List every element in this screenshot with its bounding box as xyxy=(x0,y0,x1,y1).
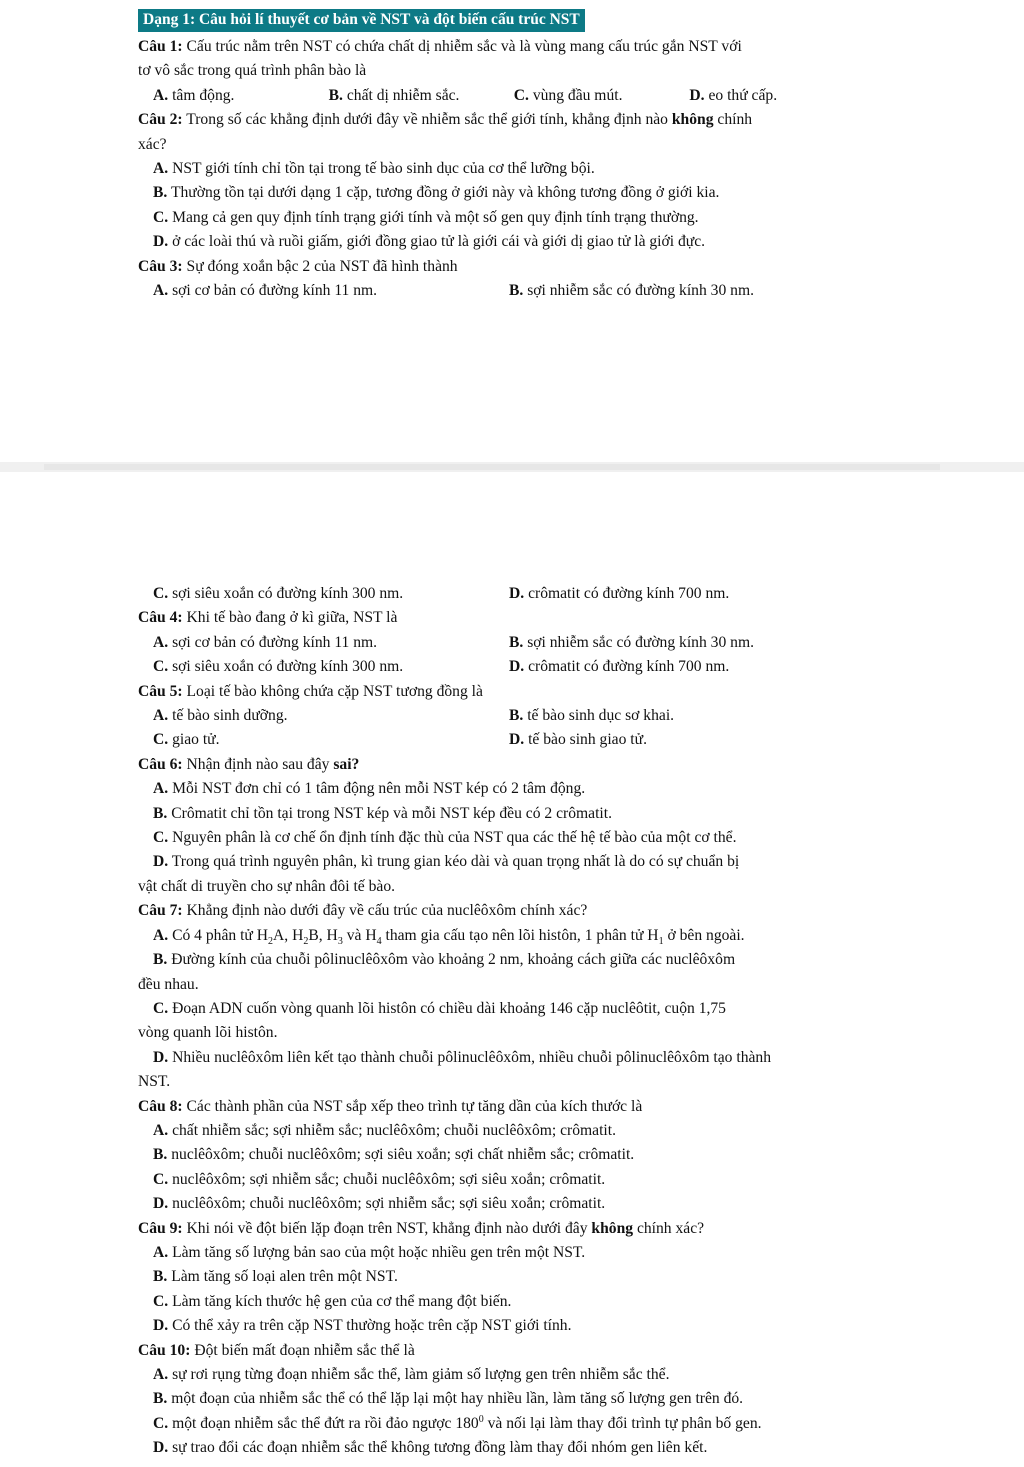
question-10: Câu 10: Đột biến mất đoạn nhiễm sắc thể là xyxy=(138,1341,415,1359)
option-d: D. Có thể xảy ra trên cặp NST thường hoặc trên cặp NST giới tính. xyxy=(153,1317,572,1335)
option-b: B. Crômatit chỉ tồn tại trong NST kép và mỗi NST kép đều có 2 crômatit. xyxy=(153,804,612,822)
option-d: D. sự trao đổi các đoạn nhiễm sắc thể không tương đồng làm thay đổi nhóm gen liên kết. xyxy=(153,1439,708,1457)
option-b: B. Thường tồn tại dưới dạng 1 cặp, tương đồng ở giới này và không tương đồng ở giới kia. xyxy=(153,184,720,202)
question-5: Câu 5: Loại tế bào không chứa cặp NST tương đồng là xyxy=(138,682,483,700)
option-c: C. vùng đầu mút. xyxy=(513,86,623,104)
option-a: A. sợi cơ bản có đường kính 11 nm. xyxy=(153,633,378,651)
option-d: D. crômatit có đường kính 700 nm. xyxy=(509,658,730,676)
option-b: B. tế bào sinh dục sơ khai. xyxy=(509,707,675,725)
option-b: B. chất dị nhiễm sắc. xyxy=(328,86,460,104)
question-4-options-ab xyxy=(138,631,850,655)
section-title: Dạng 1: Câu hỏi lí thuyết cơ bản về NST và đột biến cấu trúc NST xyxy=(138,9,585,32)
question-3: Câu 3: Sự đóng xoắn bậc 2 của NST đã hình thành xyxy=(138,257,458,275)
question-7: Câu 7: Khẳng định nào dưới đây về cấu trúc của nuclêôxôm chính xác? xyxy=(138,902,588,920)
question-1-options xyxy=(138,84,850,108)
option-b-cont: đều nhau. xyxy=(138,975,199,993)
option-a: A. tế bào sinh dưỡng. xyxy=(153,707,288,725)
option-a: A. NST giới tính chỉ tồn tại trong tế bào sinh dục của cơ thể lưỡng bội. xyxy=(153,160,595,178)
question-3-options-cd xyxy=(138,582,850,606)
option-b: B. sợi nhiễm sắc có đường kính 30 nm. xyxy=(509,633,754,651)
option-d: D. eo thứ cấp. xyxy=(689,86,778,104)
option-a: A. Mỗi NST đơn chỉ có 1 tâm động nên mỗi NST kép có 2 tâm động. xyxy=(153,780,586,798)
option-b: B. sợi nhiễm sắc có đường kính 30 nm. xyxy=(509,282,754,300)
page-break-inner xyxy=(44,464,940,470)
question-text-cont: tơ vô sắc trong quá trình phân bào là xyxy=(138,62,367,80)
question-text: Cấu trúc nằm trên NST có chứa chất dị nhiễm sắc và là vùng mang cấu trúc gắn NST với xyxy=(186,38,742,55)
question-3-options-ab xyxy=(138,279,850,303)
option-d: D. Trong quá trình nguyên phân, kì trung gian kéo dài và quan trọng nhất là do có sự chuẩn bị xyxy=(153,853,740,871)
question-2: Câu 2: Trong số các khẳng định dưới đây về nhiễm sắc thể giới tính, khẳng định nào không chính xyxy=(138,111,753,129)
option-b: B. Làm tăng số loại alen trên một NST. xyxy=(153,1268,398,1286)
question-9: Câu 9: Khi nói về đột biến lặp đoạn trên NST, khẳng định nào dưới đây không chính xác? xyxy=(138,1219,705,1237)
bottom-section xyxy=(138,582,850,1461)
question-1 xyxy=(138,35,850,59)
question-6: Câu 6: Nhận định nào sau đây sai? xyxy=(138,755,360,773)
option-b: B. một đoạn của nhiễm sắc thể có thể lặp lại một hay nhiều lần, làm tăng số lượng gen trên đó. xyxy=(153,1390,744,1408)
option-b: B. Đường kính của chuỗi pôlinuclêôxôm vào khoảng 2 nm, khoảng cách giữa các nuclêôxôm xyxy=(153,951,736,969)
option-c: C. sợi siêu xoắn có đường kính 300 nm. xyxy=(153,585,404,602)
option-d: D. tế bào sinh giao tử. xyxy=(509,731,647,749)
option-c: C. giao tử. xyxy=(153,731,220,749)
option-a: A. Có 4 phân tử $H_2A$, $H_2B$, $H_3$ và $H_4$ tham gia cấu tạo nên lõi histôn, 1 phân tử $H_1$ ở bên ngoài. xyxy=(153,926,745,947)
option-d: D. Nhiều nuclêôxôm liên kết tạo thành chuỗi pôlinuclêôxôm, nhiều chuỗi pôlinuclêôxôm tạo thành xyxy=(153,1048,772,1066)
question-text-cont: xác? xyxy=(138,135,167,153)
option-a: A. sự rơi rụng từng đoạn nhiễm sắc thể, làm giảm số lượng gen trên nhiễm sắc thể. xyxy=(153,1366,670,1383)
option-a: A. chất nhiễm sắc; sợi nhiễm sắc; nuclêôxôm; chuỗi nuclêôxôm; crômatit. xyxy=(153,1121,616,1139)
option-b: B. nuclêôxôm; chuỗi nuclêôxôm; sợi siêu xoắn; sợi chất nhiễm sắc; crômatit. xyxy=(153,1146,635,1164)
option-c: C. Mang cả gen quy định tính trạng giới tính và một số gen quy định tính trạng thường. xyxy=(153,208,699,226)
option-c: C. Nguyên phân là cơ chế ổn định tính đặc thù của NST qua các thế hệ tế bào của một cơ thể. xyxy=(153,829,737,847)
question-4-options-cd xyxy=(138,655,850,679)
question-8: Câu 8: Các thành phần của NST sắp xếp theo trình tự tăng dần của kích thước là xyxy=(138,1097,643,1115)
option-d-cont: NST. xyxy=(138,1073,171,1091)
top-section xyxy=(138,35,850,303)
option-d: D. ở các loài thú và ruồi giấm, giới đồng giao tử là giới cái và giới dị giao tử là giới đực. xyxy=(153,233,706,251)
option-a: A. Làm tăng số lượng bản sao của một hoặc nhiều gen trên một NST. xyxy=(153,1243,586,1261)
question-5-options-cd xyxy=(138,728,850,752)
option-d: D. crômatit có đường kính 700 nm. xyxy=(509,585,730,602)
option-d-cont: vật chất di truyền cho sự nhân đôi tế bào. xyxy=(138,877,396,895)
question-5-options-ab xyxy=(138,704,850,728)
option-d: D. nuclêôxôm; chuỗi nuclêôxôm; sợi nhiễm sắc; sợi siêu xoắn; crômatit. xyxy=(153,1195,606,1213)
option-c-cont: vòng quanh lõi histôn. xyxy=(138,1024,278,1042)
question-4: Câu 4: Khi tế bào đang ở kì giữa, NST là xyxy=(138,609,398,627)
option-c: C. sợi siêu xoắn có đường kính 300 nm. xyxy=(153,658,404,676)
option-a: A. tâm động. xyxy=(153,86,235,104)
option-c: C. Làm tăng kích thước hệ gen của cơ thể mang đột biến. xyxy=(153,1292,512,1310)
question-label: Câu 1: xyxy=(138,38,183,55)
option-a: A. sợi cơ bản có đường kính 11 nm. xyxy=(153,282,378,300)
option-c: C. Đoạn ADN cuốn vòng quanh lõi histôn có chiều dài khoảng 146 cặp nuclêôtit, cuộn 1,75 xyxy=(153,999,726,1017)
option-c: C. một đoạn nhiễm sắc thể đứt ra rồi đảo ngược $180^0$ và nối lại làm thay đổi trình tự phân bố gen. xyxy=(153,1413,762,1432)
option-c: C. nuclêôxôm; sợi nhiễm sắc; chuỗi nuclêôxôm; sợi siêu xoắn; crômatit. xyxy=(153,1170,606,1188)
